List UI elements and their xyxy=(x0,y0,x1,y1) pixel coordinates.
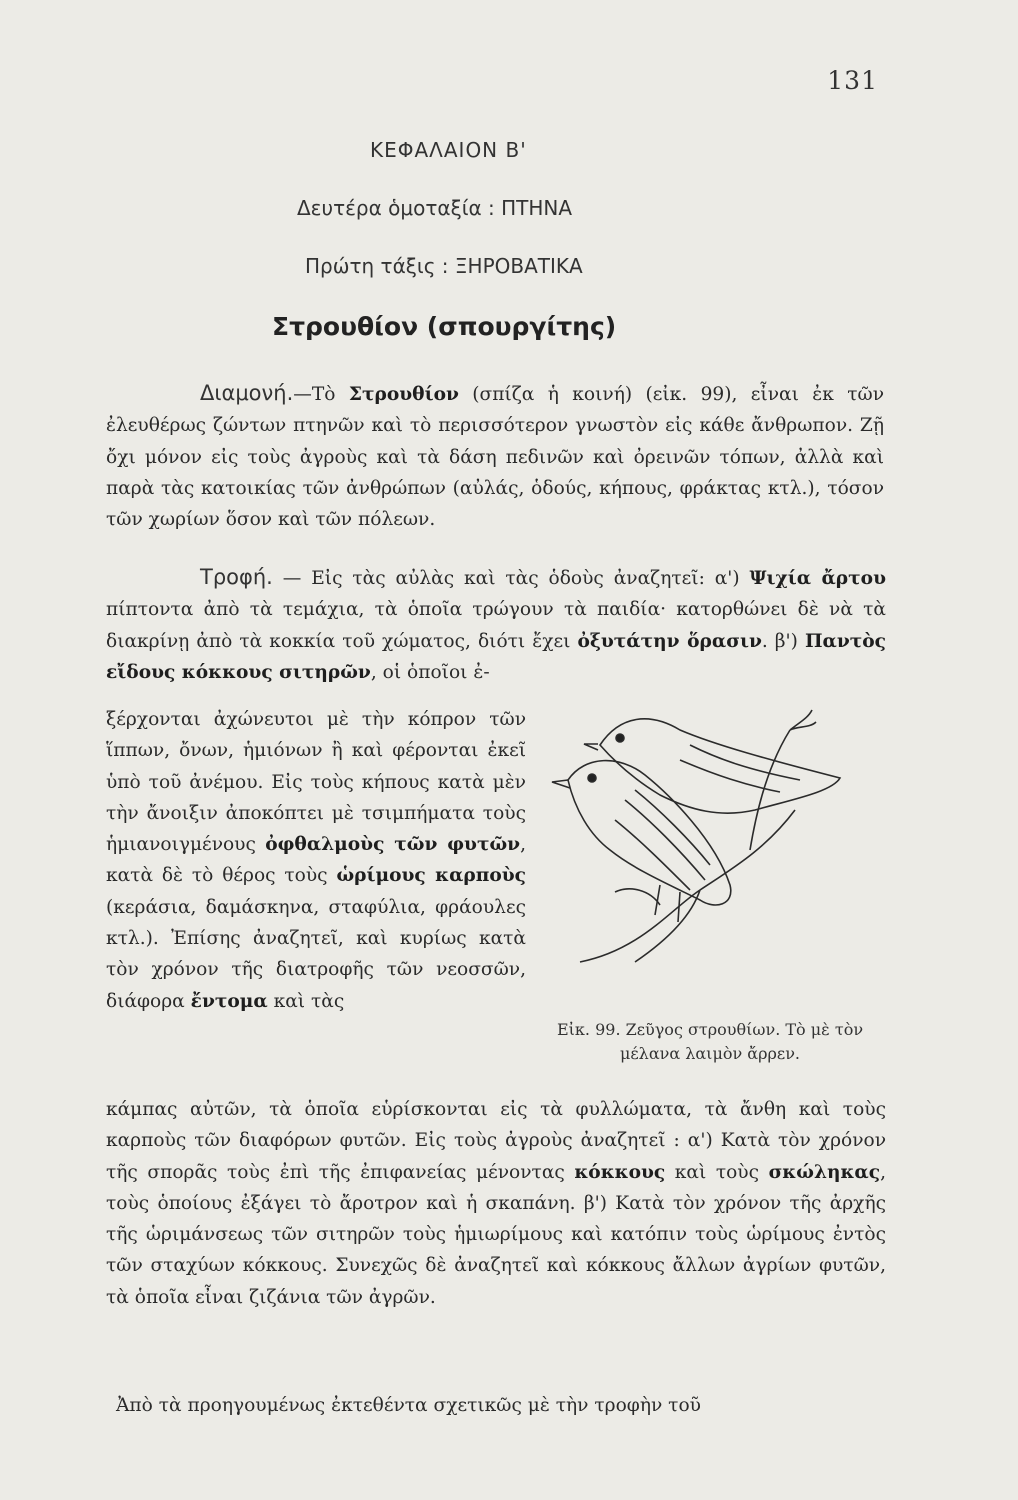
food-text: πίπτοντα ἀπὸ τὰ τεμάχια, τὰ ὁποῖα τρώγουν τὰ παιδία· κατορθώνει δὲ νὰ τὰ διακρίνῃ ἀπὸ τὰ κοκκία τοῦ χώματος, διότι ἔχει xyxy=(106,599,886,652)
food-bold: Ψιχία ἄρτου xyxy=(749,568,886,589)
page-number: 131 xyxy=(827,66,878,95)
bird-front-eye xyxy=(588,774,596,782)
food-paragraph-left-column xyxy=(106,704,526,1017)
habitat-lead: Διαμονή. xyxy=(200,381,294,405)
final-line: Ἀπὸ τὰ προηγουμένως ἐκτεθέντα σχετικῶς μὲ τὴν τροφὴν τοῦ xyxy=(116,1395,701,1416)
leaf xyxy=(790,710,816,730)
class-heading: Δευτέρα ὁμοταξία : ΠΤΗΝΑ xyxy=(297,196,573,220)
food-text: — Εἰς τὰς αὐλὰς καὶ τὰς ὁδοὺς ἀναζητεῖ: α') xyxy=(272,568,750,589)
food-bold: ὡρίμους καρποὺς xyxy=(336,865,527,887)
food-text: καὶ τὰς xyxy=(267,990,345,1012)
section-title: Στρουθίον (σπουργίτης) xyxy=(272,312,617,341)
food-text: , οἱ ὁποῖοι ἐ- xyxy=(370,661,490,683)
habitat-text: (σπίζα ἡ κοινή) (εἰκ. 99), εἶναι ἐκ τῶν ἐλευθέρως ζώντων πτηνῶν καὶ τὸ περισσότερον γνωστὸν εἰς κάθε ἄνθρωπον. Ζῇ ὄχι μόνον εἰς τοὺς ἀγροὺς καὶ τὰ δάση πεδινῶν καὶ ὀρεινῶν τόπων, ἀλλὰ καὶ παρὰ τὰς κατοικίας τῶν ἀνθρώπων (αὐλάς, ὁδούς, κήπους, φράκτας κτλ.), τόσον τῶν χωρίων ὅσον καὶ τῶν πόλεων. xyxy=(106,384,884,531)
food-bold: κόκκους xyxy=(574,1161,666,1183)
habitat-bold-sparrow: Στρουθίον xyxy=(348,384,459,405)
food-bold: Παντὸς εἴδους κόκκους σιτηρῶν xyxy=(106,630,886,683)
food-text: ξέρχονται ἀχώνευτοι μὲ τὴν κόπρον τῶν ἵππων, ὄνων, ἡμιόνων ἢ καὶ φέρονται ἐκεῖ ὑπὸ τοῦ ἀνέμου. Εἰς τοὺς κήπους κατὰ μὲν τὴν ἄνοιξιν ἀποκόπτει μὲ τσιμπήματα τοὺς ἡμιανοιγμένους xyxy=(106,709,526,856)
food-bold: ὀξυτάτην ὅρασιν xyxy=(577,630,762,652)
bird-back-eye xyxy=(616,734,624,742)
habitat-text: —Τὸ xyxy=(293,384,349,405)
order-heading: Πρώτη τάξις : ΞΗΡΟΒΑΤΙΚΑ xyxy=(305,254,583,278)
food-text: κάμπας αὐτῶν, τὰ ὁποῖα εὑρίσκονται εἰς τὰ φυλλώματα, τὰ ἄνθη καὶ τοὺς καρποὺς τῶν διαφόρων φυτῶν. Εἰς τοὺς ἀγροὺς ἀναζητεῖ : α') Κατὰ τὸν χρόνον τῆς σπορᾶς τοὺς ἐπὶ τῆς ἐπιφανείας μένοντας xyxy=(106,1099,886,1183)
food-bold: σκώληκας xyxy=(768,1161,881,1183)
habitat-paragraph xyxy=(106,378,884,535)
food-text: (κεράσια, δαμάσκηνα, σταφύλια, φράουλες κτλ.). Ἐπίσης ἀναζητεῖ, καὶ κυρίως κατὰ τὸν χρόνον τῆς διατροφῆς τῶν νεοσσῶν, διάφορα xyxy=(106,896,526,1012)
figure-caption: Εἰκ. 99. Ζεῦγος στρουθίων. Τὸ μὲ τὸν μέλανα λαιμὸν ἄρρεν. xyxy=(556,1020,864,1063)
food-bold: ὀφθαλμοὺς τῶν φυτῶν xyxy=(265,834,521,856)
food-paragraph-bottom xyxy=(106,1094,886,1313)
food-paragraph-top xyxy=(106,562,886,688)
bird-back-body xyxy=(600,719,840,813)
food-text: , κατὰ δὲ τὸ θέρος τοὺς xyxy=(106,834,526,887)
sparrows-illustration xyxy=(540,700,880,1000)
branch xyxy=(580,730,795,962)
food-bold: ἔντομα xyxy=(190,990,268,1012)
chapter-heading: ΚΕΦΑΛΑΙΟΝ Β' xyxy=(370,138,527,162)
food-text: καὶ τοὺς xyxy=(665,1161,769,1183)
food-text: , τοὺς ὁποίους ἐξάγει τὸ ἄροτρον καὶ ἡ σκαπάνη. β') Κατὰ τὸν χρόνον τῆς ἀρχῆς τῆς ὡριμάνσεως τῶν σιτηρῶν τοὺς ἡμιωρίμους καὶ κατόπιν τοὺς ὡρίμους ἐντὸς τῶν σταχύων κόκκους. Συνεχῶς δὲ ἀναζητεῖ καὶ κόκκους ἄλλων ἀγρίων φυτῶν, τὰ ὁποῖα εἶναι ζιζάνια τῶν ἀγρῶν. xyxy=(106,1161,886,1308)
food-text: . β') xyxy=(761,630,805,652)
food-lead: Τροφή. xyxy=(200,565,273,589)
